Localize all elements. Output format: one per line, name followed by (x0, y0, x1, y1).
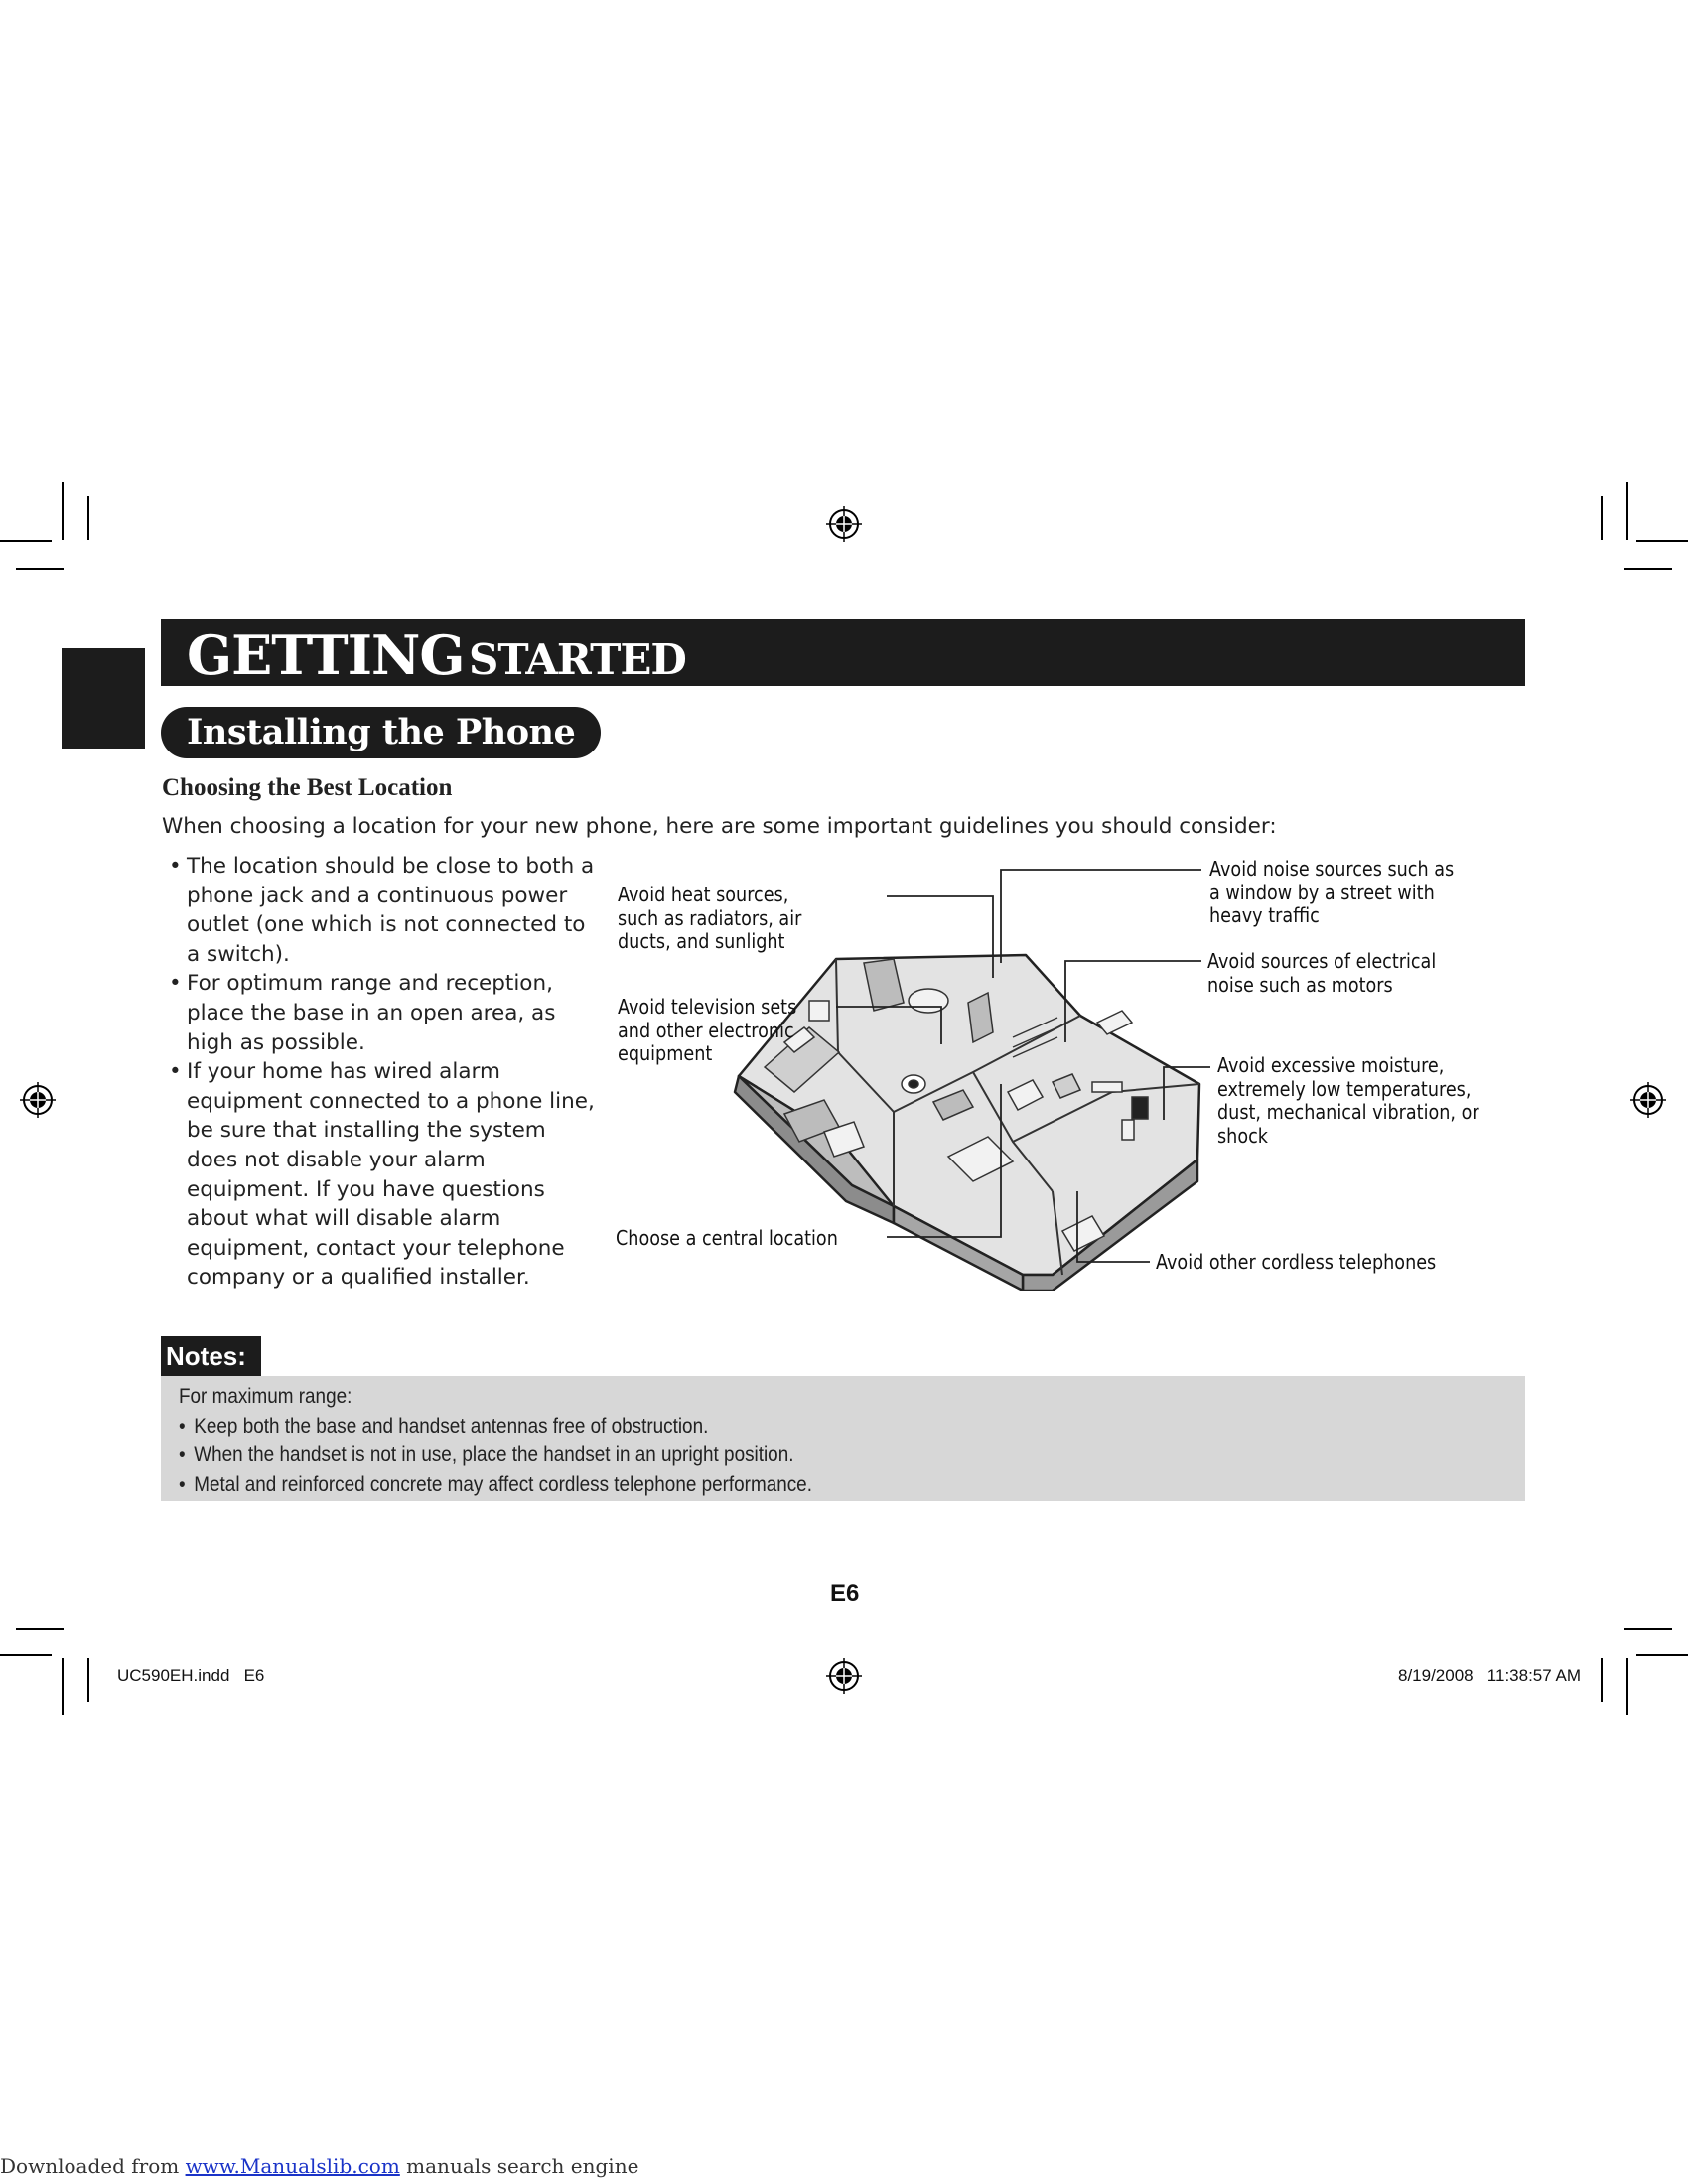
leader-moisture (1164, 1067, 1210, 1120)
leader-noise (1001, 870, 1201, 963)
crop-mark (1626, 1658, 1628, 1715)
notes-lead: For maximum range: (179, 1385, 352, 1408)
leader-cordless (1077, 1191, 1150, 1262)
crop-mark (1624, 1628, 1672, 1630)
list-item: • If your home has wired alarm equipment connected to a phone line, be sure that installing the system does not disable your alarm equipment. If you have questions about what will disable alarm equipment, contact your telephone company or a qualified installer. (169, 1057, 596, 1293)
crop-mark (0, 1654, 52, 1656)
leader-tv (836, 1007, 941, 1044)
list-item: • Metal and reinforced concrete may affect cordless telephone performance. (179, 1470, 812, 1500)
subsection-pill: Installing the Phone (161, 707, 601, 758)
list-item: • Keep both the base and handset antennas free of obstruction. (179, 1412, 812, 1441)
leader-heat (887, 896, 993, 978)
list-item: • For optimum range and reception, place the base in an open area, as high as possible. (169, 969, 596, 1057)
crop-mark (87, 1658, 89, 1702)
section-title-big: GETTING (187, 623, 465, 687)
footer-suffix: manuals search engine (399, 2154, 639, 2178)
crop-mark (1636, 1654, 1688, 1656)
intro-text: When choosing a location for your new phone, here are some important guidelines you should consider: (162, 814, 1277, 839)
section-title-small: STARTED (469, 635, 686, 684)
crop-mark (62, 1658, 64, 1715)
callout-heat: Avoid heat sources, such as radiators, air ducts, and sunlight (618, 883, 802, 953)
callout-tv: Avoid television sets and other electronic equipment (618, 995, 797, 1065)
notes-list (179, 1382, 812, 1499)
crop-mark (1601, 1658, 1603, 1702)
notes-box (161, 1376, 1525, 1501)
leader-electrical (1065, 961, 1201, 1042)
callout-moisture: Avoid excessive moisture, extremely low temperatures, dust, mechanical vibration, or shock (1217, 1053, 1479, 1148)
callout-electrical: Avoid sources of electrical noise such as motors (1207, 949, 1437, 997)
list-item: • The location should be close to both a phone jack and a continuous power outlet (one which is not connected to a switch). (169, 852, 596, 969)
callout-cordless: Avoid other cordless telephones (1156, 1250, 1437, 1274)
crop-mark (16, 1628, 64, 1630)
slug-left: UC590EH.indd E6 (117, 1666, 265, 1685)
footer-link[interactable]: www.Manualslib.com (185, 2154, 400, 2178)
footer-prefix: Downloaded from (0, 2154, 186, 2178)
callout-noise: Avoid noise sources such as a window by a street with heavy traffic (1209, 857, 1455, 927)
download-footer (0, 2154, 638, 2178)
list-item: • When the handset is not in use, place the handset in an upright position. (179, 1440, 812, 1470)
subheading: Choosing the Best Location (162, 774, 453, 801)
callout-central: Choose a central location (616, 1226, 838, 1250)
notes-label: Notes: (161, 1336, 261, 1376)
page-number: E6 (830, 1580, 860, 1607)
leader-central (887, 1084, 1001, 1237)
slug-right: 8/19/2008 11:38:57 AM (1398, 1666, 1581, 1685)
registration-mark-icon (824, 1656, 864, 1696)
